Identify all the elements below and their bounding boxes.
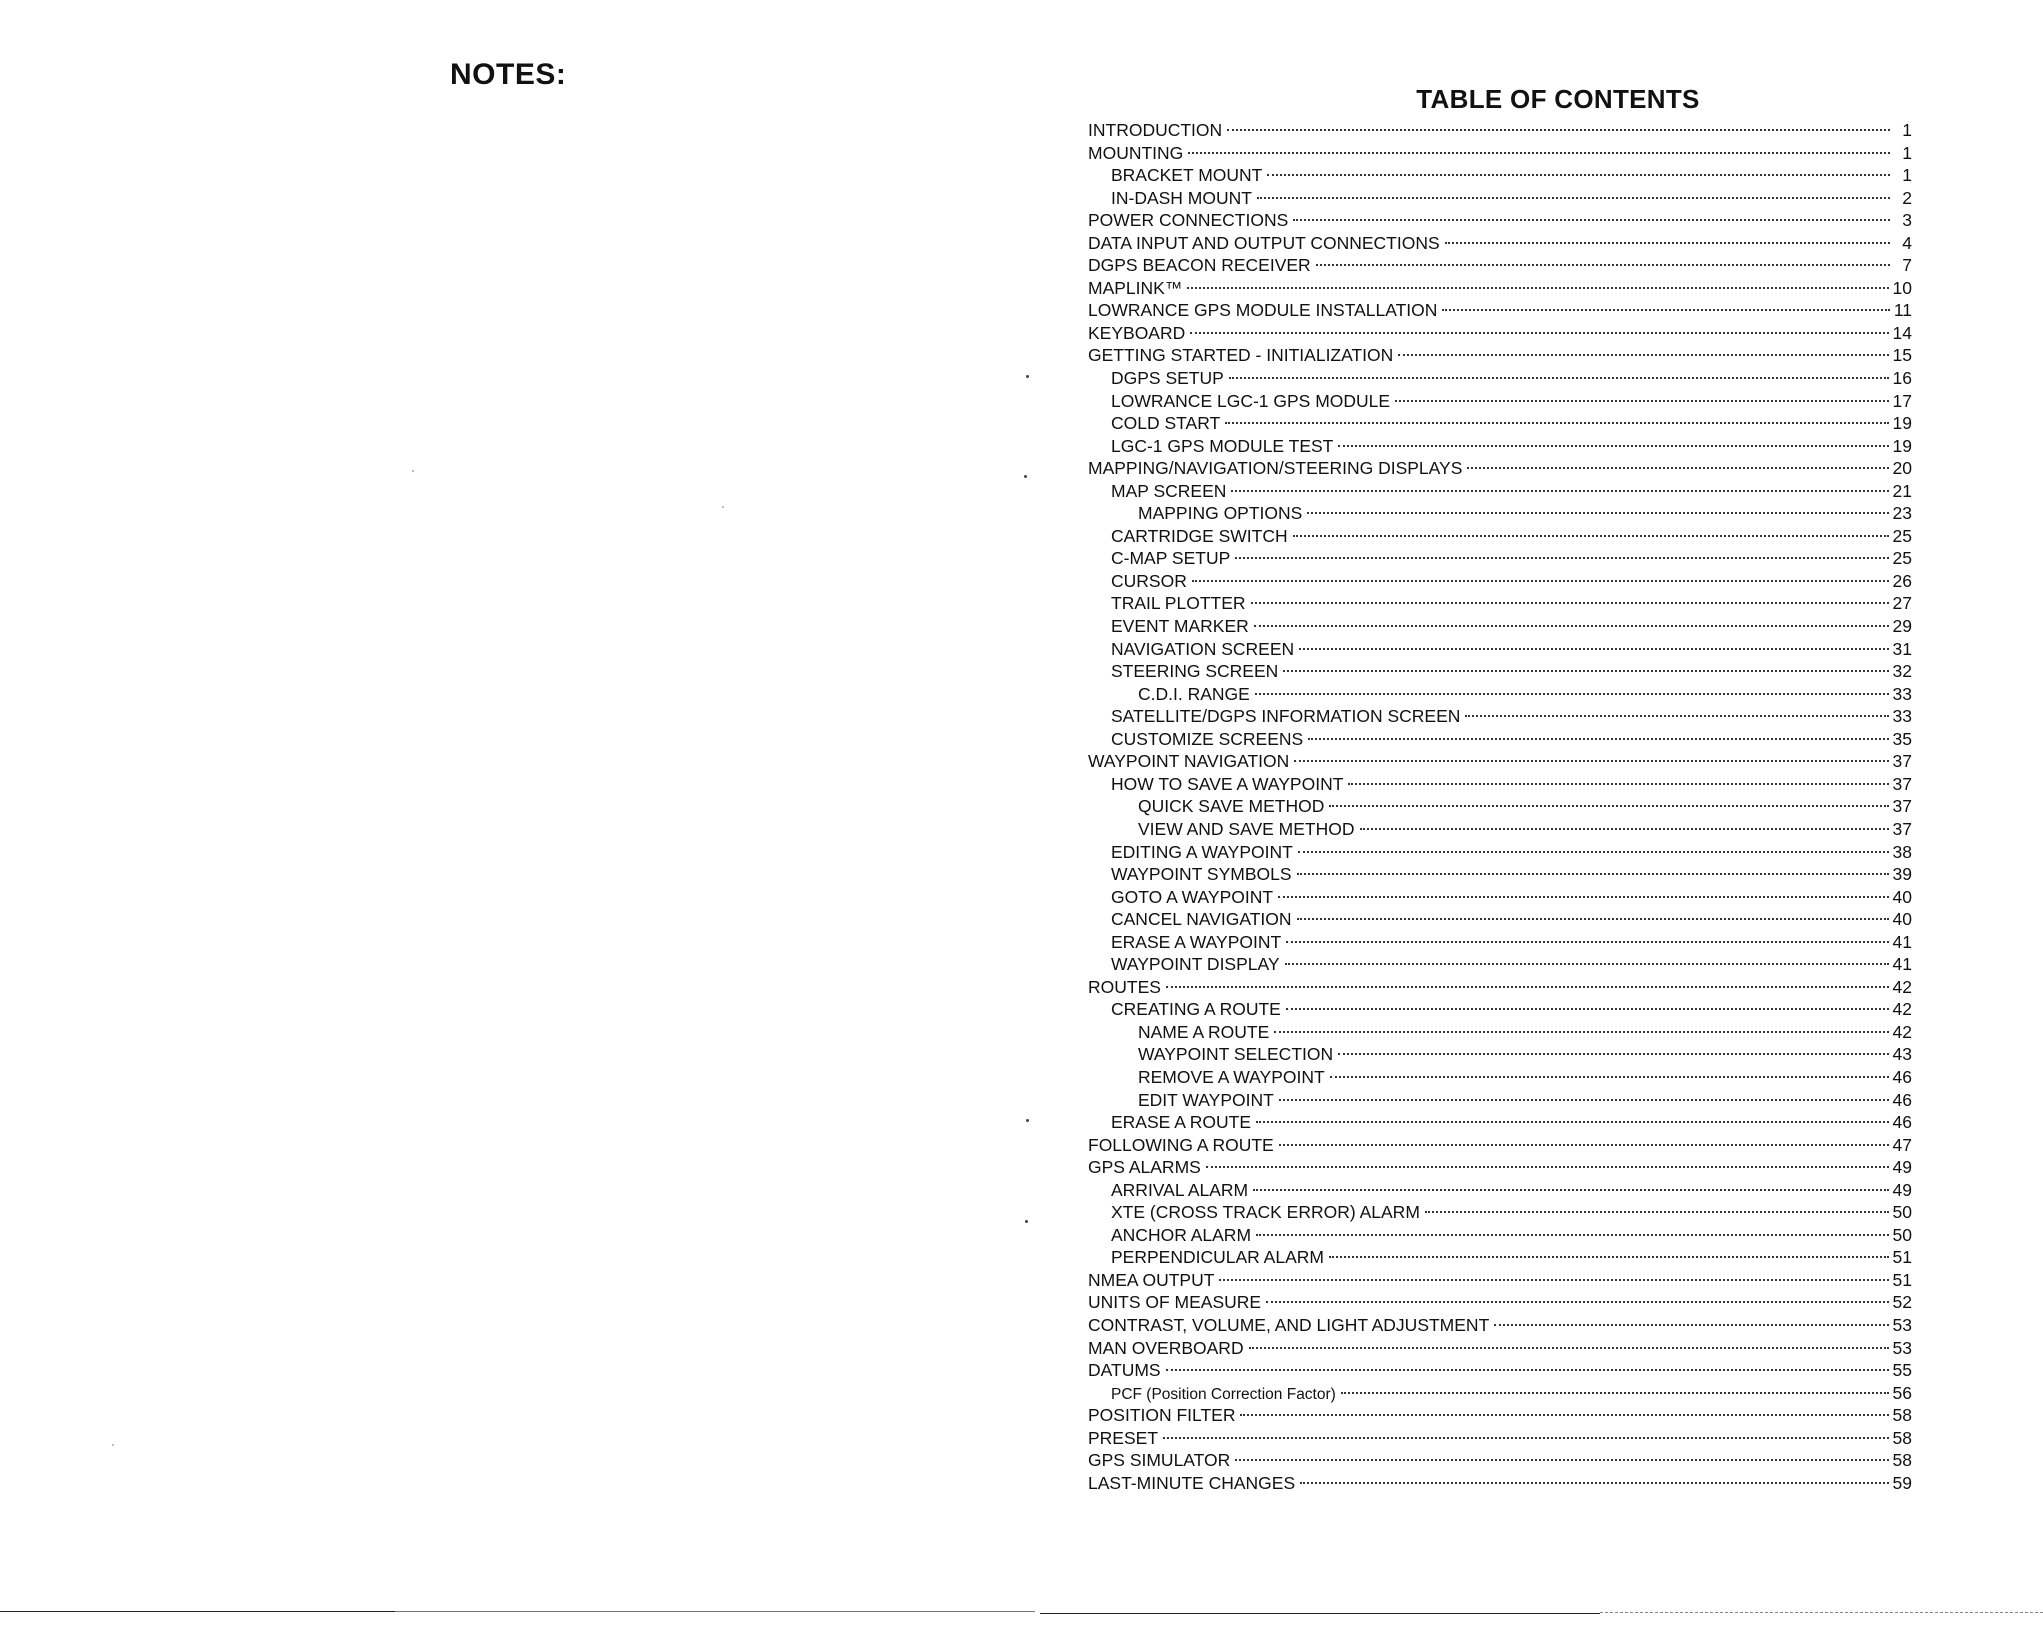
toc-entry-label: SATELLITE/DGPS INFORMATION SCREEN — [1111, 706, 1461, 727]
toc-entry — [1088, 209, 1912, 232]
toc-entry-page: 42 — [1892, 999, 1912, 1020]
toc-entry — [1088, 660, 1912, 683]
toc-entry — [1088, 1021, 1912, 1044]
toc-entry-page: 53 — [1892, 1337, 1912, 1358]
toc-entry-page: 4 — [1902, 232, 1912, 253]
toc-dot-leader — [1330, 1076, 1889, 1078]
toc-entry-page: 53 — [1892, 1314, 1912, 1335]
toc-entry-page: 58 — [1892, 1427, 1912, 1448]
toc-dot-leader — [1341, 1392, 1889, 1394]
toc-entry-page: 1 — [1902, 142, 1912, 163]
toc-dot-leader — [1163, 1437, 1889, 1439]
toc-entry — [1088, 592, 1912, 615]
toc-dot-leader — [1166, 1369, 1889, 1371]
toc-entry-page: 55 — [1892, 1360, 1912, 1381]
toc-entry — [1088, 773, 1912, 796]
toc-entry — [1088, 390, 1912, 413]
gutter-mark — [1024, 475, 1027, 478]
toc-entry — [1088, 1314, 1912, 1337]
toc-entry — [1088, 480, 1912, 503]
toc-entry-page: 33 — [1892, 706, 1912, 727]
toc-entry-page: 59 — [1892, 1472, 1912, 1493]
toc-entry — [1088, 547, 1912, 570]
toc-entry-page: 41 — [1892, 931, 1912, 952]
toc-entry-label: PERPENDICULAR ALARM — [1111, 1247, 1324, 1268]
toc-entry-label: MAP SCREEN — [1111, 480, 1227, 501]
gutter-mark — [1026, 375, 1029, 378]
toc-entry-label: BRACKET MOUNT — [1111, 165, 1263, 186]
toc-entry-page: 37 — [1892, 773, 1912, 794]
toc-entry-page: 58 — [1892, 1405, 1912, 1426]
toc-entry — [1088, 841, 1912, 864]
toc-entry-label: NMEA OUTPUT — [1088, 1269, 1215, 1290]
toc-dot-leader — [1267, 174, 1890, 176]
toc-entry-page: 2 — [1902, 187, 1912, 208]
toc-dot-leader — [1253, 1189, 1888, 1191]
toc-entry-page: 14 — [1892, 322, 1912, 343]
toc-entry — [1088, 412, 1912, 435]
toc-entry-label: GETTING STARTED - INITIALIZATION — [1088, 345, 1394, 366]
toc-dot-leader — [1256, 1121, 1888, 1123]
toc-entry — [1088, 435, 1912, 458]
toc-entry-page: 26 — [1892, 570, 1912, 591]
toc-dot-leader — [1274, 1031, 1888, 1033]
bottom-rule-left — [0, 1611, 395, 1612]
toc-entry-label: LAST-MINUTE CHANGES — [1088, 1472, 1296, 1493]
toc-dot-leader — [1293, 535, 1889, 537]
toc-entry-page: 15 — [1892, 345, 1912, 366]
toc-entry-page: 37 — [1892, 796, 1912, 817]
toc-entry-page: 49 — [1892, 1179, 1912, 1200]
toc-dot-leader — [1465, 715, 1888, 717]
toc-entry-page: 7 — [1902, 255, 1912, 276]
toc-entry-page: 46 — [1892, 1112, 1912, 1133]
gutter-mark — [1026, 1119, 1029, 1122]
toc-entry — [1088, 457, 1912, 480]
toc-entry — [1088, 502, 1912, 525]
toc-entry-page: 46 — [1892, 1066, 1912, 1087]
scan-speck — [412, 470, 414, 472]
toc-entry-page: 20 — [1892, 458, 1912, 479]
toc-dot-leader — [1225, 422, 1888, 424]
toc-entry-page: 11 — [1893, 300, 1912, 321]
toc-dot-leader — [1283, 670, 1888, 672]
toc-entry — [1088, 795, 1912, 818]
toc-entry — [1088, 1427, 1912, 1450]
toc-dot-leader — [1445, 242, 1890, 244]
toc-dot-leader — [1395, 400, 1888, 402]
toc-entry — [1088, 1472, 1912, 1495]
toc-entry — [1088, 818, 1912, 841]
toc-entry — [1088, 728, 1912, 751]
toc-dot-leader — [1425, 1211, 1889, 1213]
toc-dot-leader — [1279, 1144, 1889, 1146]
toc-entry-label: REMOVE A WAYPOINT — [1138, 1066, 1325, 1087]
toc-entry-label: ERASE A ROUTE — [1111, 1112, 1252, 1133]
toc-entry-label: MOUNTING — [1088, 142, 1184, 163]
toc-dot-leader — [1360, 828, 1889, 830]
toc-dot-leader — [1227, 129, 1890, 131]
toc-entry-page: 50 — [1892, 1224, 1912, 1245]
toc-entry-label: GPS SIMULATOR — [1088, 1450, 1231, 1471]
toc-dot-leader — [1251, 602, 1889, 604]
bottom-rule-right — [1040, 1613, 1600, 1614]
toc-entry — [1088, 1043, 1912, 1066]
toc-dot-leader — [1231, 490, 1888, 492]
toc-entry-label: LOWRANCE LGC-1 GPS MODULE — [1111, 390, 1391, 411]
toc-entry-label: EVENT MARKER — [1111, 616, 1249, 637]
toc-entry — [1088, 1066, 1912, 1089]
toc-dot-leader — [1279, 1099, 1889, 1101]
toc-entry-label: VIEW AND SAVE METHOD — [1138, 818, 1355, 839]
toc-entry — [1088, 299, 1912, 322]
toc-dot-leader — [1300, 1482, 1888, 1484]
toc-entry-label: WAYPOINT SELECTION — [1138, 1044, 1334, 1065]
toc-entry — [1088, 615, 1912, 638]
toc-entry — [1088, 683, 1912, 706]
toc-dot-leader — [1442, 309, 1889, 311]
toc-entry-label: POWER CONNECTIONS — [1088, 210, 1289, 231]
toc-entry-page: 51 — [1892, 1269, 1912, 1290]
toc-entry-label: CUSTOMIZE SCREENS — [1111, 728, 1304, 749]
toc-entry — [1088, 863, 1912, 886]
toc-entry-label: HOW TO SAVE A WAYPOINT — [1111, 773, 1344, 794]
toc-entry-label: WAYPOINT DISPLAY — [1111, 954, 1280, 975]
toc-entry-label: DATA INPUT AND OUTPUT CONNECTIONS — [1088, 232, 1440, 253]
toc-entry — [1088, 998, 1912, 1021]
toc-entry-page: 41 — [1892, 954, 1912, 975]
toc-dot-leader — [1166, 986, 1889, 988]
toc-dot-leader — [1286, 1008, 1889, 1010]
toc-dot-leader — [1338, 1053, 1888, 1055]
toc-dot-leader — [1187, 287, 1888, 289]
toc-entry — [1088, 1224, 1912, 1247]
toc-entry — [1088, 525, 1912, 548]
toc-entry-label: PRESET — [1088, 1427, 1159, 1448]
toc-entry-label: C.D.I. RANGE — [1138, 683, 1250, 704]
toc-entry — [1088, 976, 1912, 999]
toc-entry-page: 3 — [1902, 210, 1912, 231]
toc-entry-label: CARTRIDGE SWITCH — [1111, 525, 1288, 546]
toc-dot-leader — [1494, 1324, 1888, 1326]
toc-dot-leader — [1257, 197, 1890, 199]
toc-entry — [1088, 232, 1912, 255]
toc-entry-page: 52 — [1892, 1292, 1912, 1313]
toc-entry — [1088, 1246, 1912, 1269]
toc-entry-page: 27 — [1892, 593, 1912, 614]
toc-entry-label: EDITING A WAYPOINT — [1111, 841, 1293, 862]
toc-entry-label: MAPLINK™ — [1088, 277, 1183, 298]
toc-entry-page: 46 — [1892, 1089, 1912, 1110]
toc-list — [1088, 119, 1912, 1494]
toc-entry-label: INTRODUCTION — [1088, 120, 1223, 140]
toc-entry — [1088, 1291, 1912, 1314]
toc-entry-page: 56 — [1892, 1382, 1912, 1403]
toc-dot-leader — [1348, 783, 1888, 785]
scan-speck — [722, 506, 724, 508]
scan-speck — [112, 1444, 114, 1446]
toc-entry-label: KEYBOARD — [1088, 322, 1186, 343]
toc-dot-leader — [1249, 1347, 1889, 1349]
toc-dot-leader — [1329, 805, 1888, 807]
toc-dot-leader — [1294, 760, 1888, 762]
toc-entry-label: CURSOR — [1111, 570, 1187, 591]
toc-entry-page: 37 — [1892, 818, 1912, 839]
toc-entry — [1088, 142, 1912, 165]
toc-dot-leader — [1398, 354, 1888, 356]
bottom-rule-dashed — [1600, 1612, 2043, 1613]
toc-entry-label: TRAIL PLOTTER — [1111, 593, 1246, 614]
toc-entry-label: DGPS BEACON RECEIVER — [1088, 255, 1311, 276]
toc-dot-leader — [1235, 1459, 1888, 1461]
toc-entry — [1088, 322, 1912, 345]
toc-entry — [1088, 638, 1912, 661]
toc-entry-page: 40 — [1892, 886, 1912, 907]
toc-entry-label: PCF (Position Correction Factor) — [1111, 1385, 1336, 1403]
toc-entry — [1088, 367, 1912, 390]
toc-dot-leader — [1298, 851, 1889, 853]
toc-entry-page: 33 — [1892, 683, 1912, 704]
toc-entry-label: WAYPOINT SYMBOLS — [1111, 864, 1292, 885]
toc-entry-page: 51 — [1892, 1247, 1912, 1268]
toc-entry-label: XTE (CROSS TRACK ERROR) ALARM — [1111, 1202, 1420, 1223]
toc-dot-leader — [1278, 896, 1888, 898]
toc-entry-page: 17 — [1892, 390, 1912, 411]
toc-dot-leader — [1190, 332, 1888, 334]
toc-entry-label: WAYPOINT NAVIGATION — [1088, 751, 1290, 772]
toc-entry-label: MAPPING OPTIONS — [1138, 503, 1303, 524]
toc-entry — [1088, 1269, 1912, 1292]
toc-entry — [1088, 1382, 1912, 1405]
toc-entry — [1088, 750, 1912, 773]
toc-entry-label: C-MAP SETUP — [1111, 548, 1231, 569]
toc-entry — [1088, 1449, 1912, 1472]
toc-entry-page: 19 — [1892, 413, 1912, 434]
toc-entry-label: ANCHOR ALARM — [1111, 1224, 1252, 1245]
toc-entry-page: 40 — [1892, 909, 1912, 930]
toc-entry-page: 37 — [1892, 751, 1912, 772]
toc-entry-label: IN-DASH MOUNT — [1111, 187, 1252, 208]
toc-dot-leader — [1229, 377, 1889, 379]
toc-entry-page: 49 — [1892, 1157, 1912, 1178]
toc-dot-leader — [1316, 264, 1890, 266]
toc-dot-leader — [1188, 152, 1890, 154]
toc-dot-leader — [1329, 1256, 1889, 1258]
toc-dot-leader — [1255, 693, 1889, 695]
toc-entry-label: STEERING SCREEN — [1111, 661, 1279, 682]
toc-entry — [1088, 1156, 1912, 1179]
toc-entry-page: 43 — [1892, 1044, 1912, 1065]
toc-entry-label: NAVIGATION SCREEN — [1111, 638, 1295, 659]
toc-entry-page: 47 — [1892, 1134, 1912, 1155]
gutter-mark — [1025, 1220, 1028, 1223]
toc-entry-label: DATUMS — [1088, 1360, 1161, 1381]
toc-entry-label: LGC-1 GPS MODULE TEST — [1111, 435, 1334, 456]
toc-entry — [1088, 277, 1912, 300]
toc-entry — [1088, 1134, 1912, 1157]
toc-entry — [1088, 1337, 1912, 1360]
toc-dot-leader — [1467, 467, 1888, 469]
bottom-rule-center — [395, 1611, 1035, 1612]
toc-dot-leader — [1293, 219, 1890, 221]
toc-entry-page: 10 — [1892, 277, 1912, 298]
toc-entry-page: 29 — [1892, 616, 1912, 637]
toc-title: TABLE OF CONTENTS — [1416, 84, 1700, 114]
toc-entry-label: EDIT WAYPOINT — [1138, 1089, 1274, 1110]
toc-entry-page: 39 — [1892, 864, 1912, 885]
toc-entry-label: NAME A ROUTE — [1138, 1021, 1270, 1042]
toc-entry-label: GOTO A WAYPOINT — [1111, 886, 1274, 907]
toc-entry-page: 42 — [1892, 1021, 1912, 1042]
toc-dot-leader — [1308, 738, 1888, 740]
toc-dot-leader — [1299, 648, 1888, 650]
toc-entry — [1088, 1089, 1912, 1112]
toc-entry-page: 31 — [1892, 638, 1912, 659]
toc-entry-page: 1 — [1902, 120, 1912, 140]
toc-entry-label: ERASE A WAYPOINT — [1111, 931, 1282, 952]
toc-dot-leader — [1240, 1414, 1888, 1416]
toc-entry — [1088, 187, 1912, 210]
toc-entry — [1088, 164, 1912, 187]
toc-entry-page: 50 — [1892, 1202, 1912, 1223]
toc-entry — [1088, 953, 1912, 976]
toc-entry — [1088, 1201, 1912, 1224]
toc-entry-page: 25 — [1892, 548, 1912, 569]
toc-entry — [1088, 254, 1912, 277]
toc-entry-label: GPS ALARMS — [1088, 1157, 1201, 1178]
toc-entry-label: CREATING A ROUTE — [1111, 999, 1281, 1020]
notes-heading: NOTES: — [450, 58, 567, 91]
toc-dot-leader — [1338, 445, 1888, 447]
toc-entry-label: FOLLOWING A ROUTE — [1088, 1134, 1274, 1155]
toc-entry-page: 16 — [1892, 368, 1912, 389]
toc-entry-page: 21 — [1892, 480, 1912, 501]
toc-dot-leader — [1254, 625, 1889, 627]
toc-dot-leader — [1219, 1279, 1888, 1281]
toc-entry — [1088, 344, 1912, 367]
toc-dot-leader — [1285, 963, 1889, 965]
toc-entry — [1088, 119, 1912, 142]
toc-entry-label: ROUTES — [1088, 976, 1161, 997]
toc-entry-label: CONTRAST, VOLUME, AND LIGHT ADJUSTMENT — [1088, 1314, 1490, 1335]
toc-entry-page: 35 — [1892, 728, 1912, 749]
toc-entry-page: 38 — [1892, 841, 1912, 862]
toc-dot-leader — [1235, 557, 1888, 559]
toc-entry-page: 1 — [1902, 165, 1912, 186]
toc-entry-page: 25 — [1892, 525, 1912, 546]
toc-dot-leader — [1192, 580, 1889, 582]
toc-entry — [1088, 886, 1912, 909]
toc-entry-label: MAPPING/NAVIGATION/STEERING DISPLAYS — [1088, 458, 1463, 479]
toc-dot-leader — [1286, 941, 1888, 943]
toc-entry — [1088, 705, 1912, 728]
toc-entry-label: CANCEL NAVIGATION — [1111, 909, 1292, 930]
toc-entry — [1088, 1359, 1912, 1382]
toc-entry-label: COLD START — [1111, 413, 1221, 434]
toc-dot-leader — [1256, 1234, 1889, 1236]
toc-entry-label: QUICK SAVE METHOD — [1138, 796, 1325, 817]
toc-dot-leader — [1206, 1166, 1889, 1168]
toc-entry — [1088, 908, 1912, 931]
toc-entry — [1088, 1404, 1912, 1427]
toc-entry-page: 23 — [1892, 503, 1912, 524]
toc-entry-label: ARRIVAL ALARM — [1111, 1179, 1249, 1200]
toc-entry-page: 32 — [1892, 661, 1912, 682]
toc-entry-label: POSITION FILTER — [1088, 1405, 1236, 1426]
toc-dot-leader — [1297, 918, 1889, 920]
toc-entry-label: UNITS OF MEASURE — [1088, 1292, 1262, 1313]
toc-entry-label: LOWRANCE GPS MODULE INSTALLATION — [1088, 300, 1438, 321]
toc-entry — [1088, 1179, 1912, 1202]
toc-entry — [1088, 931, 1912, 954]
toc-entry — [1088, 1111, 1912, 1134]
toc-entry — [1088, 570, 1912, 593]
toc-dot-leader — [1266, 1301, 1888, 1303]
toc-entry-page: 58 — [1892, 1450, 1912, 1471]
toc-entry-page: 19 — [1892, 435, 1912, 456]
toc-entry-label: MAN OVERBOARD — [1088, 1337, 1244, 1358]
toc-entry-page: 42 — [1892, 976, 1912, 997]
toc-dot-leader — [1297, 873, 1889, 875]
toc-dot-leader — [1307, 512, 1888, 514]
toc-entry-label: DGPS SETUP — [1111, 368, 1224, 389]
